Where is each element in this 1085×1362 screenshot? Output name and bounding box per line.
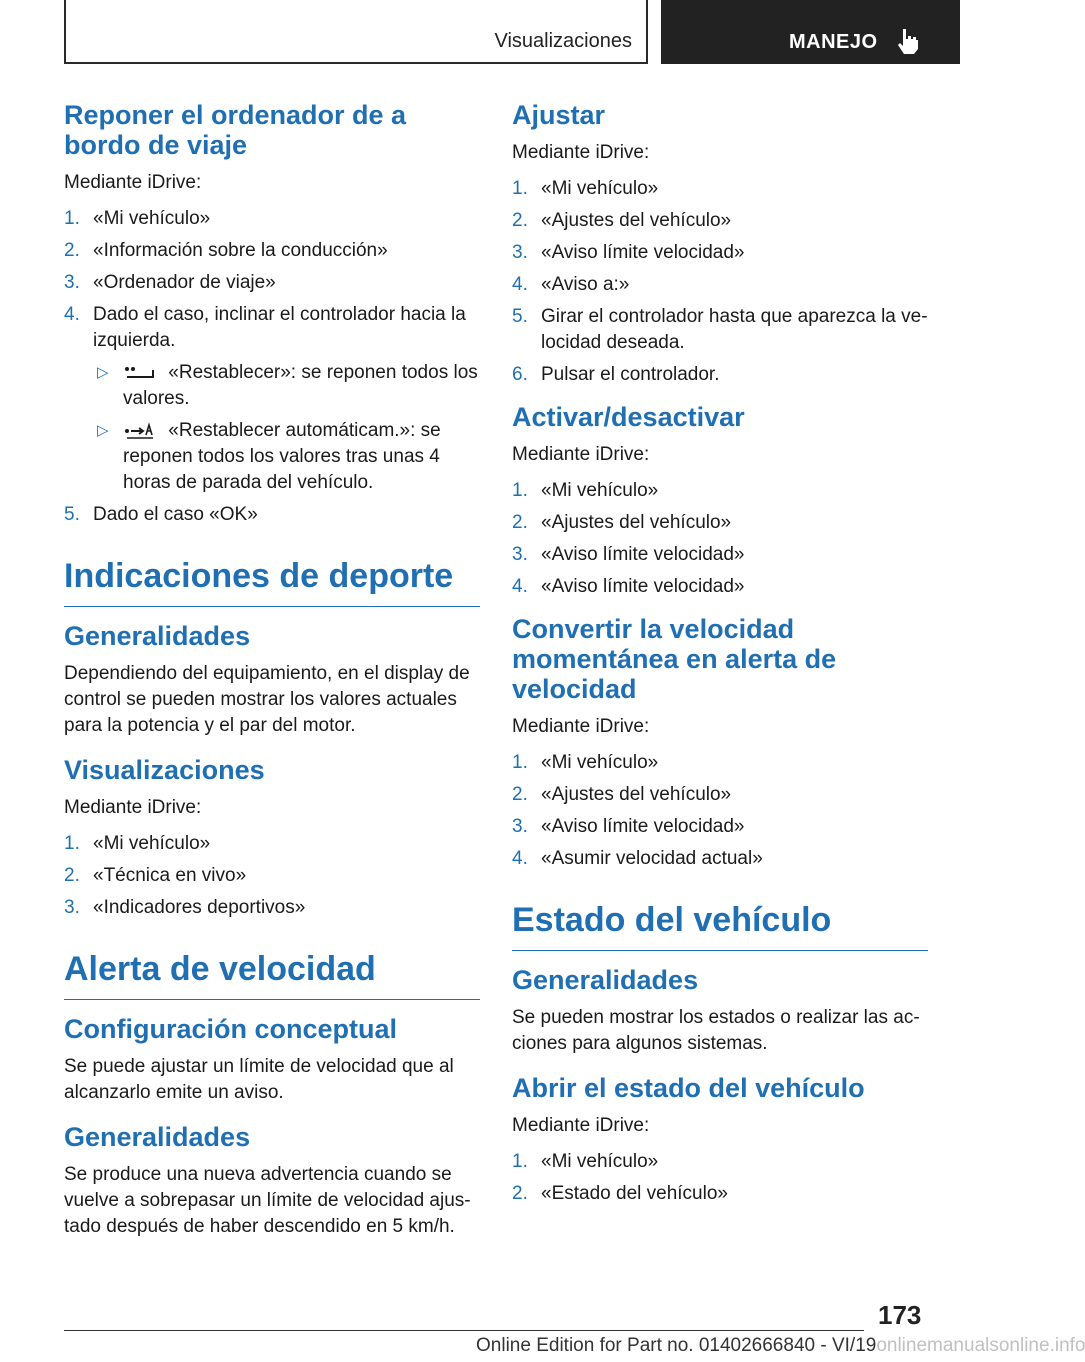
speed-general-text: Se produce una nueva advertencia cuando se vuelve a sobrepasar un límite de velocidad ajustado después de haber descendido en 5 km/h.: [64, 1164, 471, 1237]
adjust-steps: [512, 176, 928, 388]
display-steps: [64, 831, 480, 921]
hand-pointer-icon: [895, 27, 921, 55]
heading-toggle: Activar/desactivar: [512, 402, 745, 432]
status-general-text: Se pueden mostrar los estados o realizar las acciones para algunos sistemas.: [512, 1007, 920, 1054]
list-item: 3. «Aviso límite velocidad»: [512, 242, 745, 263]
heading-convert-speed: Convertir la velocidad momentánea en alerta de velocidad: [512, 614, 837, 704]
list-item: 2. «Estado del vehículo»: [512, 1183, 728, 1204]
list-item: 1. «Mi vehículo»: [512, 178, 659, 199]
footer: [476, 1335, 1085, 1357]
page-number: 173: [878, 1300, 922, 1330]
heading-speed-alert: Alerta de velocidad: [64, 949, 480, 1000]
list-item: 4. «Aviso a:»: [512, 274, 630, 295]
list-item: 1. «Mi vehículo»: [64, 208, 211, 229]
triangle-bullet-icon: ▷: [97, 422, 109, 439]
list-item: 2. «Técnica en vivo»: [64, 865, 247, 886]
list-item: 5. Dado el caso «OK»: [64, 504, 258, 525]
list-item: 4. «Asumir velocidad actual»: [512, 848, 763, 869]
list-item: 2. «Ajustes del vehículo»: [512, 210, 732, 231]
list-item: 1. «Mi vehículo»: [512, 1151, 659, 1172]
list-item: 1. «Mi vehículo»: [512, 480, 659, 501]
watermark: onlinemanualsonline.info: [876, 1335, 1085, 1356]
left-column: [64, 100, 480, 1250]
chapter-tab-label: MANEJO: [789, 31, 878, 53]
open-status-steps: [512, 1149, 928, 1207]
list-item: 2. «Ajustes del vehículo»: [512, 784, 732, 805]
heading-general-sport: Generalidades: [64, 621, 251, 651]
reset-steps: [64, 206, 480, 528]
list-item: 6. Pulsar el controlador.: [512, 364, 720, 385]
list-item: 3. «Indicadores deportivos»: [64, 897, 306, 918]
adjust-intro: Mediante iDrive:: [512, 142, 650, 163]
edition-text: Online Edition for Part no. 01402666840 - VI/19: [476, 1335, 877, 1356]
sub-list-item: ▷ «Restablecer»: se reponen todos los valores.: [97, 362, 478, 409]
list-item: 4. Dado el caso, inclinar el controlador hacia la izquierda. ▷ «Restablecer»: se reponen todos los valores. ▷ «Restablecer automáticam.»: se reponen todos los valores tras unas 4 horas de parada del vehículo.: [64, 302, 480, 496]
toggle-steps: [512, 478, 928, 600]
list-item: 3. «Aviso límite velocidad»: [512, 816, 745, 837]
open-status-intro: Mediante iDrive:: [512, 1115, 650, 1136]
convert-intro: Mediante iDrive:: [512, 716, 650, 737]
heading-general-status: Generalidades: [512, 965, 699, 995]
concept-text: Se puede ajustar un límite de velocidad que al alcanzarlo emite un aviso.: [64, 1056, 454, 1103]
heading-reset-trip-computer: Reponer el ordenador de a bordo de viaje: [64, 100, 407, 160]
list-item: 2. «Información sobre la conducción»: [64, 240, 388, 261]
heading-open-status: Abrir el estado del vehículo: [512, 1073, 865, 1103]
heading-concept: Configuración conceptual: [64, 1014, 398, 1044]
reset-intro: Mediante iDrive:: [64, 172, 202, 193]
list-item: 1. «Mi vehículo»: [64, 833, 211, 854]
heading-sport-displays: Indicaciones de deporte: [64, 556, 480, 607]
auto-reset-icon: [123, 423, 157, 439]
list-item: 4. «Aviso límite velocidad»: [512, 576, 745, 597]
list-item: 3. «Ordenador de viaje»: [64, 272, 276, 293]
heading-general-speed: Generalidades: [64, 1122, 251, 1152]
triangle-bullet-icon: ▷: [97, 364, 109, 381]
reset-dots-icon: [123, 365, 157, 381]
list-item: 2. «Ajustes del vehículo»: [512, 512, 732, 533]
reset-sub-steps: [93, 360, 480, 496]
list-item: 1. «Mi vehículo»: [512, 752, 659, 773]
list-item: 3. «Aviso límite velocidad»: [512, 544, 745, 565]
heading-vehicle-status: Estado del vehículo: [512, 900, 928, 951]
display-intro: Mediante iDrive:: [64, 797, 202, 818]
list-item: 5. Girar el controlador hasta que aparezca la velocidad deseada.: [512, 306, 928, 353]
section-tab: [64, 0, 648, 64]
footer-divider: [64, 1330, 864, 1331]
convert-steps: [512, 750, 928, 872]
heading-visualizations: Visualizaciones: [64, 755, 265, 785]
chapter-tab: [661, 0, 960, 64]
sport-general-text: Dependiendo del equipamiento, en el display de control se pueden mostrar los valores actuales para la potencia y el par del motor.: [64, 663, 470, 736]
right-column: [512, 100, 928, 1221]
heading-adjust: Ajustar: [512, 100, 606, 130]
section-tab-label: Visualizaciones: [494, 30, 632, 52]
toggle-intro: Mediante iDrive:: [512, 444, 650, 465]
sub-list-item: ▷ «Restablecer automáticam.»: se reponen todos los valores tras unas 4 horas de parada del vehículo.: [97, 420, 441, 493]
